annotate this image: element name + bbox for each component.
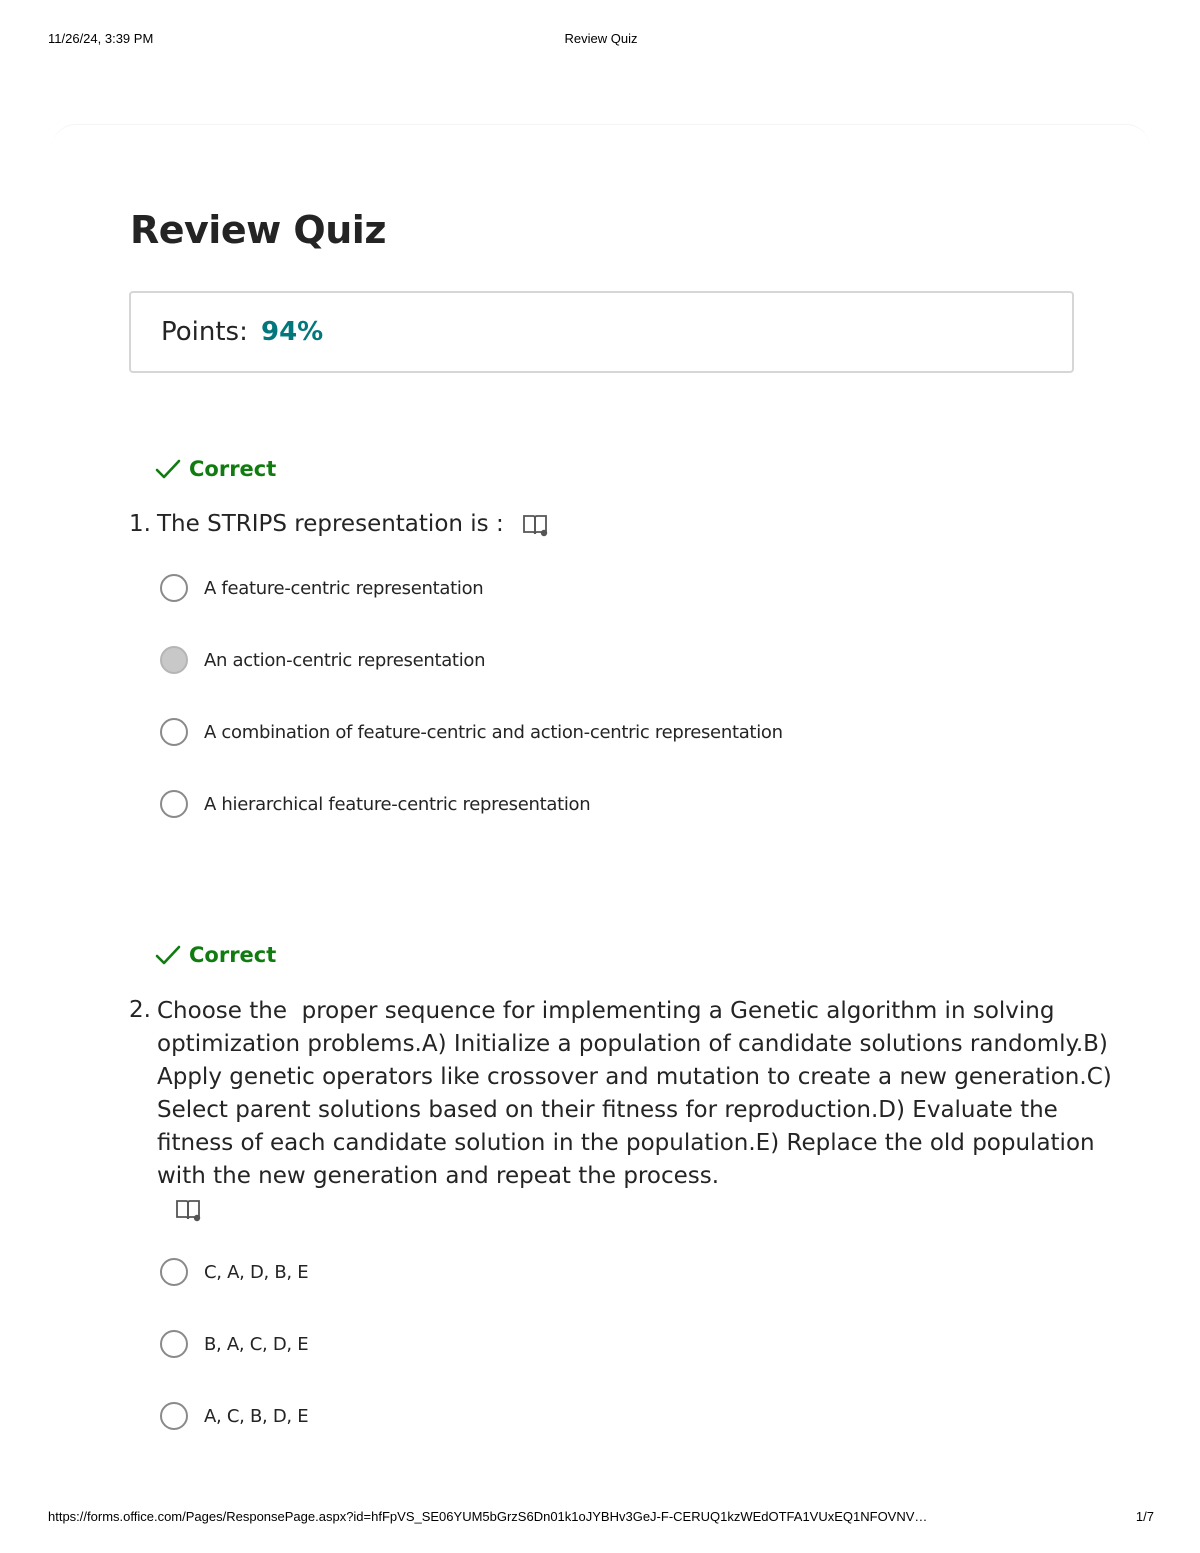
option-label: B, A, C, D, E — [204, 1333, 309, 1355]
radio-button[interactable] — [160, 1330, 188, 1358]
question-2-line: fitness of each candidate solution in the population.E) Replace the old population — [157, 1130, 1095, 1156]
status-label: Correct — [189, 943, 277, 967]
option-label: A hierarchical feature-centric representation — [204, 793, 591, 815]
question-1-number: 1. — [129, 511, 151, 537]
form-card-edge — [52, 124, 1150, 165]
question-2-line: Choose the proper sequence for implementing a Genetic algorithm in solving — [157, 998, 1055, 1024]
radio-button[interactable] — [160, 718, 188, 746]
immersive-reader-icon[interactable] — [174, 1197, 202, 1223]
points-label: Points: — [161, 317, 248, 347]
print-footer — [48, 1509, 1154, 1527]
option-label: C, A, D, B, E — [204, 1261, 309, 1283]
question-2-option-3[interactable] — [160, 1399, 308, 1433]
question-2-line: optimization problems.A) Initialize a population of candidate solutions randomly.B) — [157, 1031, 1108, 1057]
question-2-line: with the new generation and repeat the process. — [157, 1163, 720, 1189]
question-2-option-1[interactable] — [160, 1255, 308, 1289]
option-label: An action-centric representation — [204, 649, 486, 671]
question-1-status — [155, 457, 276, 481]
option-label: A, C, B, D, E — [204, 1405, 309, 1427]
question-1-prompt: The STRIPS representation is : — [157, 511, 504, 537]
question-2-option-2[interactable] — [160, 1327, 308, 1361]
print-datetime: 11/26/24, 3:39 PM — [48, 31, 154, 46]
status-label: Correct — [189, 457, 277, 481]
radio-button[interactable] — [160, 1402, 188, 1430]
question-1-option-1[interactable] — [160, 571, 483, 605]
print-header — [48, 31, 1154, 49]
radio-button[interactable] — [160, 1258, 188, 1286]
question-1-option-4[interactable] — [160, 787, 590, 821]
points-value: 94% — [261, 317, 324, 347]
question-1-option-2[interactable] — [160, 643, 485, 677]
option-label: A combination of feature-centric and action-centric representation — [204, 721, 783, 743]
question-2-status — [155, 943, 276, 967]
checkmark-icon — [155, 458, 181, 480]
question-1-text — [157, 508, 549, 541]
print-title: Review Quiz — [564, 31, 638, 46]
page-indicator: 1/7 — [1135, 1509, 1154, 1524]
print-url: https://forms.office.com/Pages/ResponsePage.aspx?id=hfFpVS_SE06YUM5bGrzS6Dn01k1oJYBHv3GeJ-F-CERUQ1kzWEdOTFA1VUxEQ1NFOVNV… — [48, 1509, 928, 1524]
immersive-reader-icon[interactable] — [521, 512, 549, 538]
points-summary — [129, 291, 1074, 373]
page-title: Review Quiz — [130, 208, 386, 252]
question-1-option-3[interactable] — [160, 715, 783, 749]
question-2-line: Apply genetic operators like crossover and mutation to create a new generation.C) — [157, 1064, 1112, 1090]
radio-button-selected[interactable] — [160, 646, 188, 674]
question-2-text — [157, 995, 1112, 1193]
checkmark-icon — [155, 944, 181, 966]
radio-button[interactable] — [160, 790, 188, 818]
question-2-number: 2. — [129, 997, 151, 1023]
radio-button[interactable] — [160, 574, 188, 602]
option-label: A feature-centric representation — [204, 577, 484, 599]
question-2-line: Select parent solutions based on their fitness for reproduction.D) Evaluate the — [157, 1097, 1058, 1123]
